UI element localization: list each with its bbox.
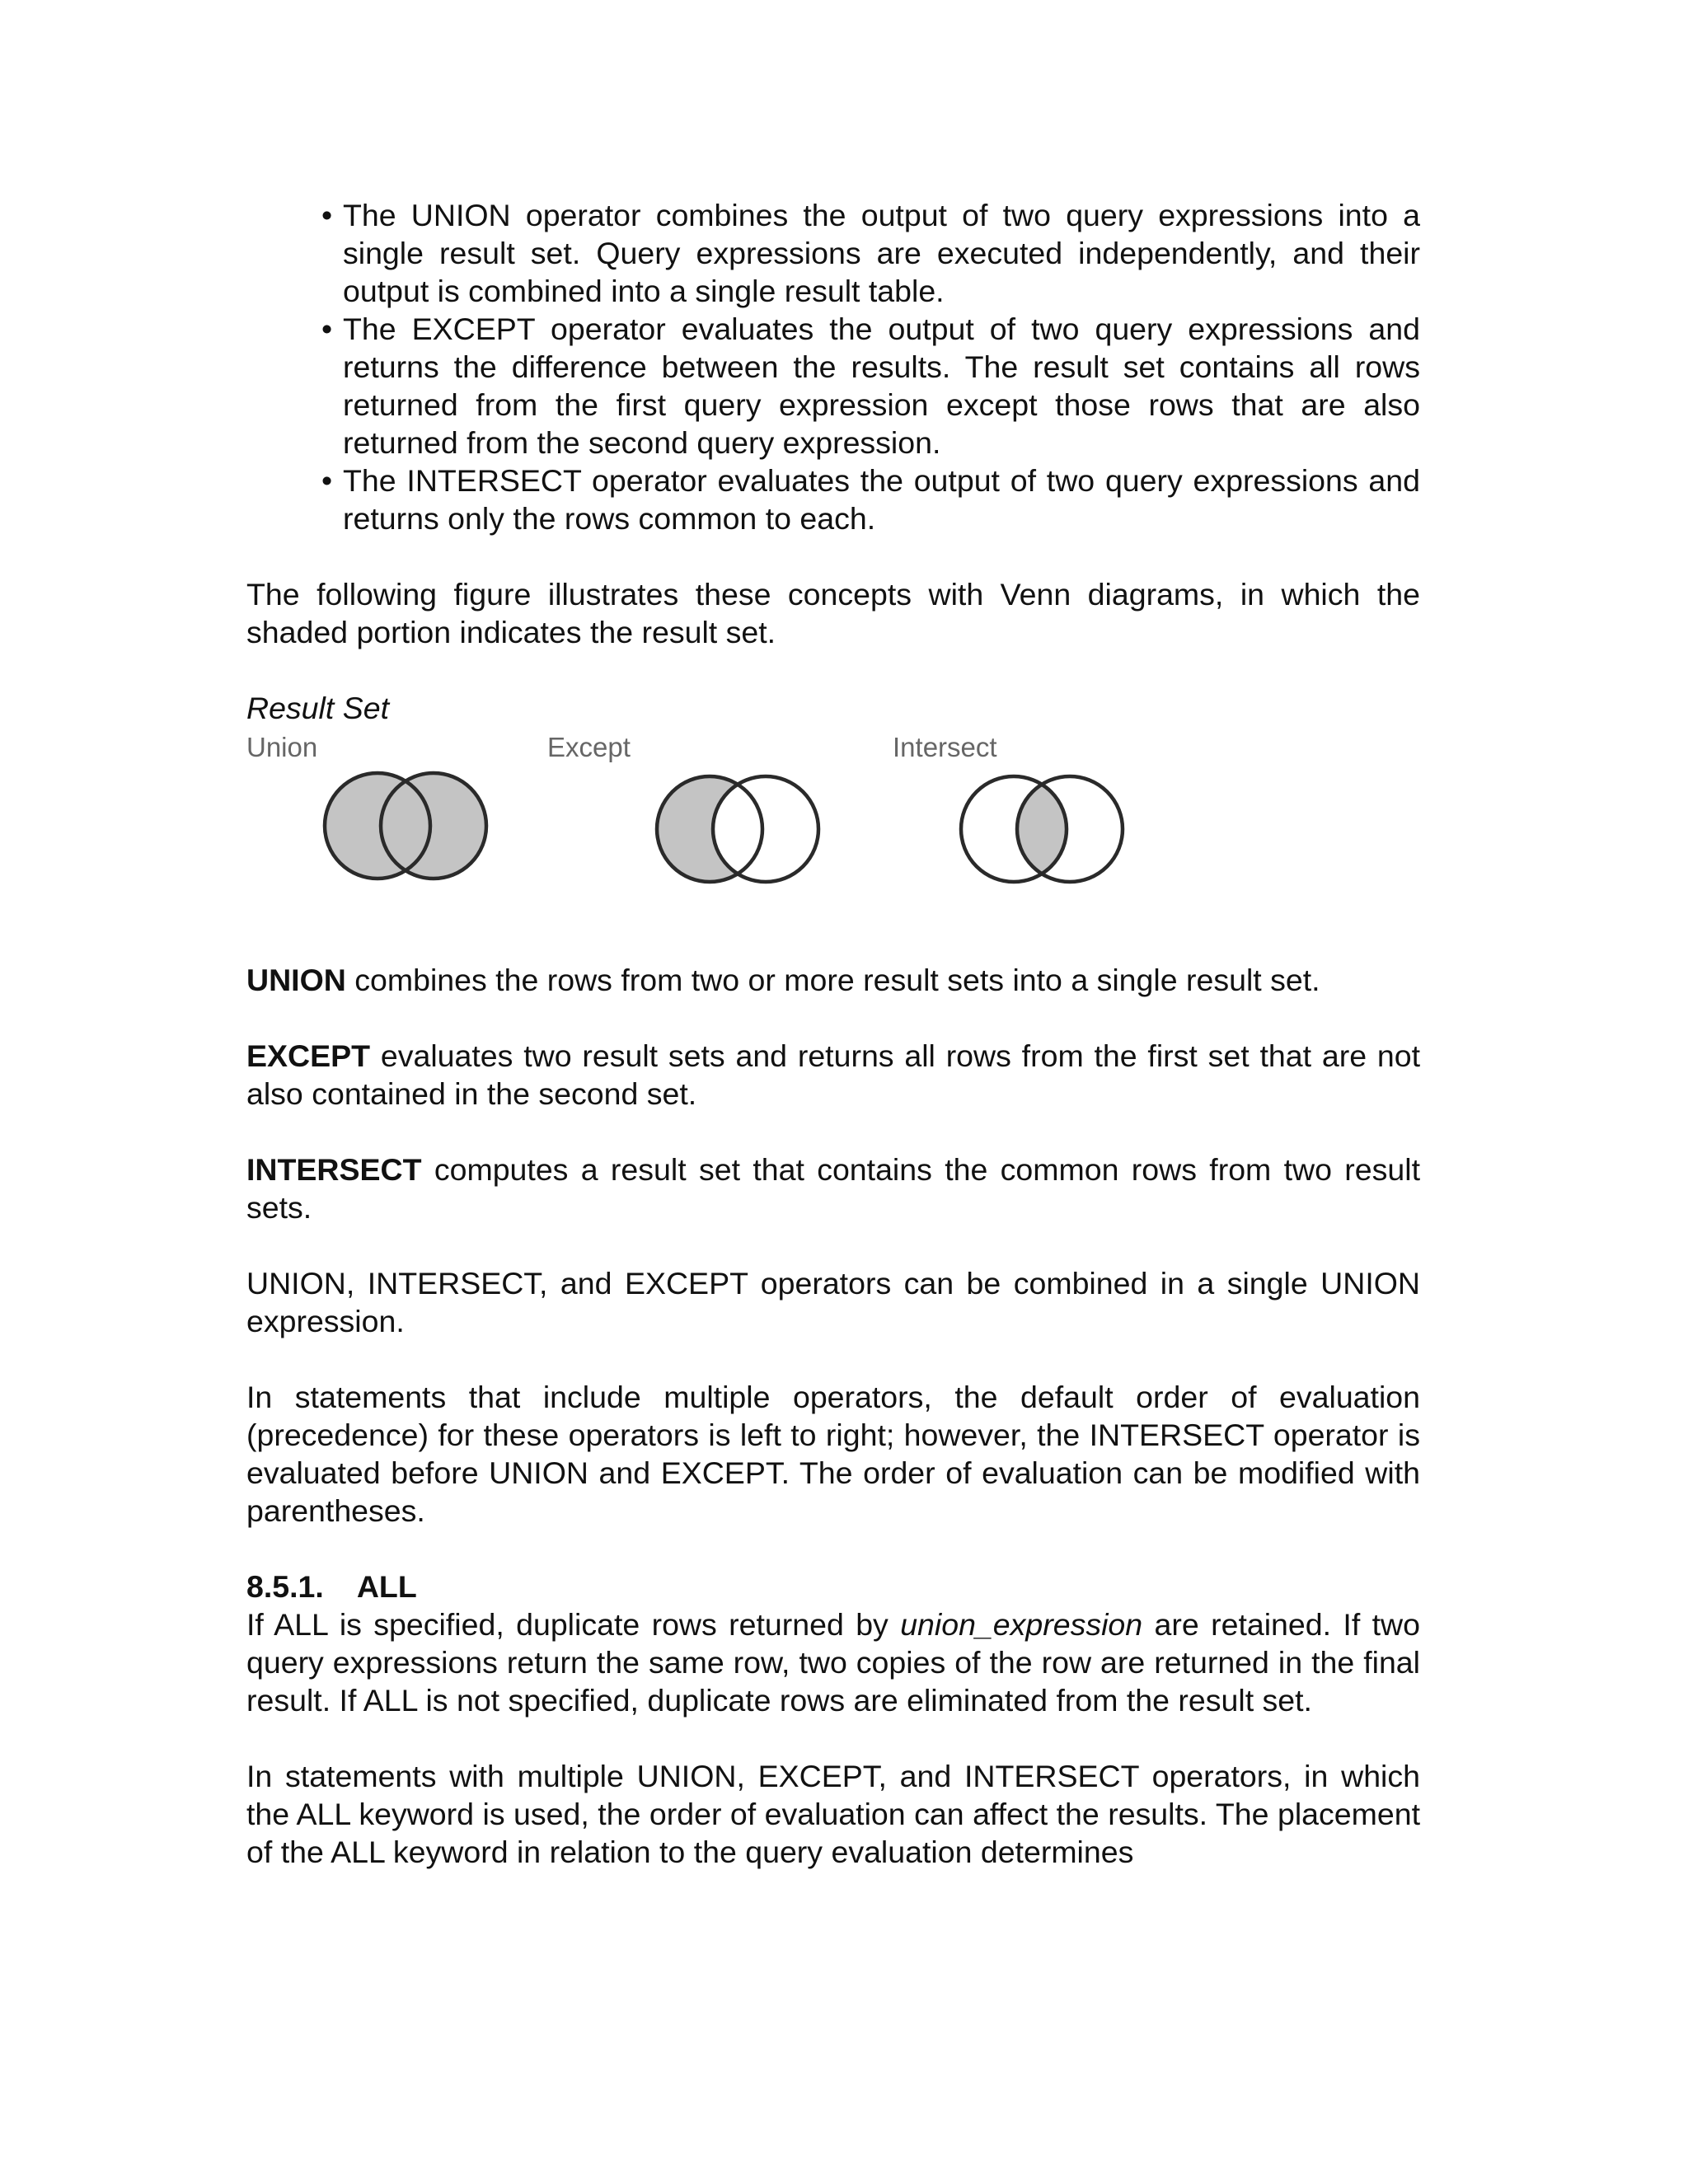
section-title: ALL: [356, 1569, 417, 1604]
intro-paragraph: The following figure illustrates these concepts with Venn diagrams, in which the shaded portion indicates the result set.: [246, 577, 1420, 649]
operator-bullet-list: [246, 196, 1420, 537]
venn-label-union: Union: [246, 732, 318, 762]
except-term: EXCEPT: [246, 1038, 371, 1073]
list-item: [246, 462, 1420, 537]
bullet-icon: •: [321, 312, 333, 346]
all-text-before: If ALL is specified, duplicate rows returned by: [246, 1607, 901, 1642]
last-paragraph: In statements with multiple UNION, EXCEPT, and INTERSECT operators, in which the ALL keyword is used, the order of evaluation can affect the results. The placement of the ALL keyword in relation to the query evaluation determines: [246, 1759, 1420, 1869]
all-text-after: are retained. If two query expressions return the same row, two copies of the row are returned in the final result. If ALL is not specified, duplicate rows are eliminated from the result set.: [246, 1607, 1420, 1718]
list-item: [246, 196, 1420, 310]
precedence-paragraph: In statements that include multiple operators, the default order of evaluation (precedence) for these operators is left to right; however, the INTERSECT operator is evaluated before UNION and EXCEPT. The order of evaluation can be modified with parentheses.: [246, 1380, 1420, 1528]
figure-caption: Result Set: [246, 691, 389, 725]
intersect-definition-text: computes a result set that contains the common rows from two result sets.: [246, 1152, 1420, 1225]
union-term: UNION: [246, 963, 346, 997]
union-definition-text: combines the rows from two or more result sets into a single result set.: [345, 963, 1320, 997]
bullet-icon: •: [321, 198, 333, 232]
section-heading: [246, 1568, 1420, 1605]
bullet-text-intersect: The INTERSECT operator evaluates the output of two query expressions and returns only the rows common to each.: [343, 463, 1420, 536]
intersect-term: INTERSECT: [246, 1152, 422, 1187]
intersect-definition: [246, 1151, 1420, 1226]
except-definition: [246, 1037, 1420, 1113]
bullet-text-except: The EXCEPT operator evaluates the output of two query expressions and returns the difference between the results. The result set contains all rows returned from the first query expression except those rows that are also returned from the second query expression.: [343, 312, 1420, 460]
all-text-italic: union_expression: [900, 1607, 1143, 1642]
except-definition-text: evaluates two result sets and returns all rows from the first set that are not also contained in the second set.: [246, 1038, 1420, 1111]
bullet-icon: •: [321, 463, 333, 498]
section-number: 8.5.1.: [246, 1569, 324, 1604]
bullet-text-union: The UNION operator combines the output of two query expressions into a single result set. Query expressions are executed independently, and their output is combined into a single result table.: [343, 198, 1420, 308]
venn-intersect: [961, 776, 1123, 882]
venn-label-except: Except: [547, 732, 631, 762]
venn-diagrams-svg: [246, 727, 1420, 908]
page-content: [246, 196, 1420, 1871]
union-definition: [246, 961, 1420, 999]
venn-label-intersect: Intersect: [893, 732, 997, 762]
list-item: [246, 310, 1420, 462]
venn-except: [657, 776, 818, 882]
all-paragraph: [246, 1605, 1420, 1719]
venn-union: [325, 773, 486, 879]
combined-paragraph: UNION, INTERSECT, and EXCEPT operators can be combined in a single UNION expression.: [246, 1266, 1420, 1338]
venn-figure: [246, 727, 1420, 908]
